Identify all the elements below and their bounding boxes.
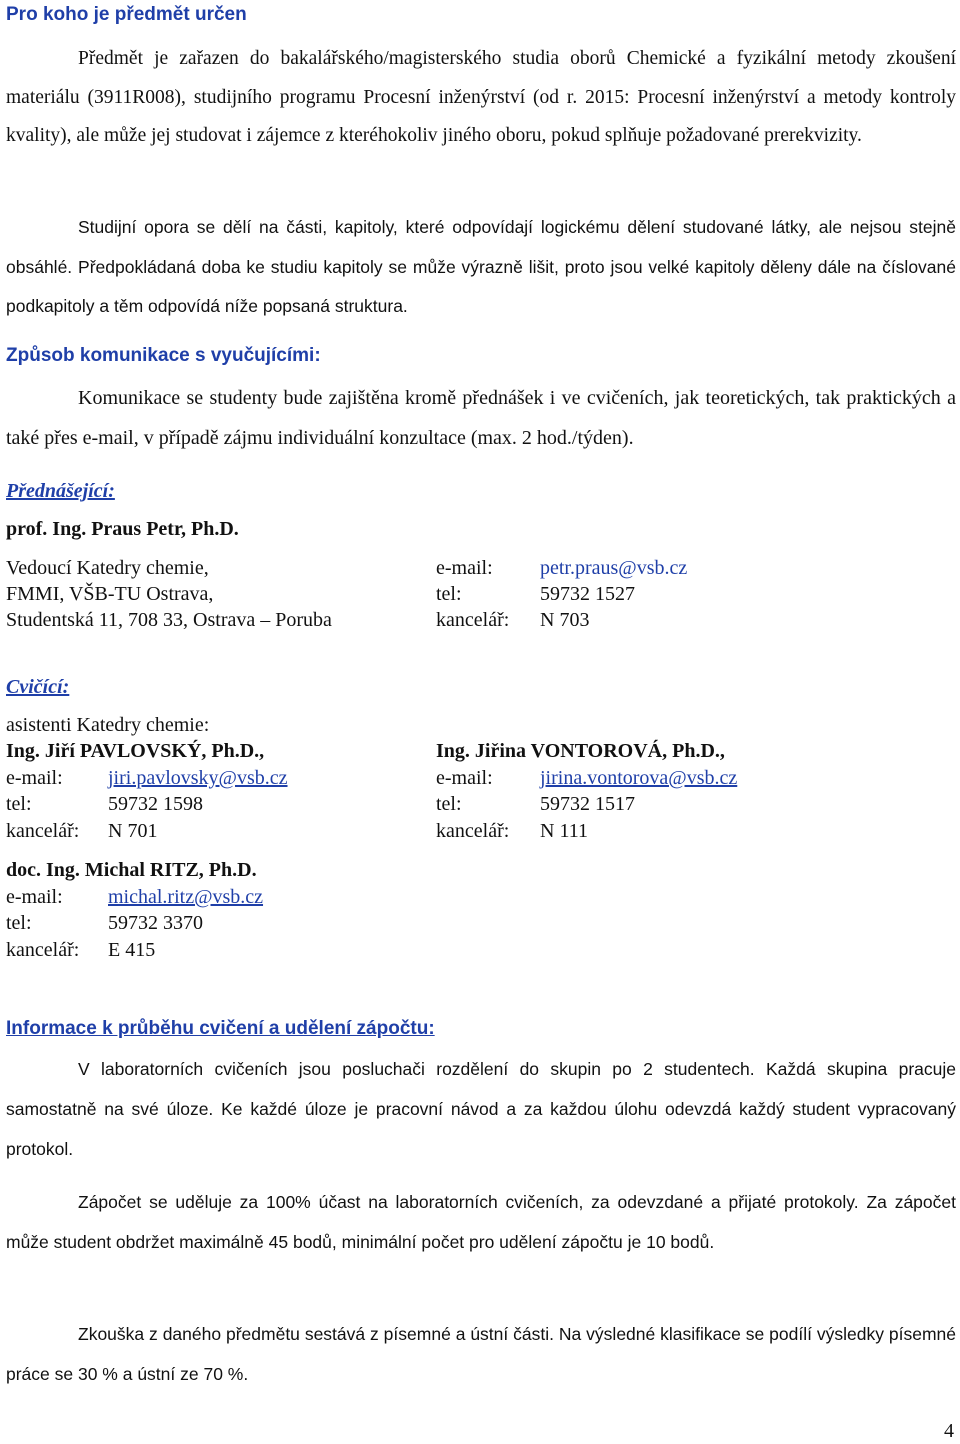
contact-label: tel: — [436, 583, 462, 605]
section-heading-lab-info: Informace k průběhu cvičení a udělení zápočtu: — [6, 1018, 435, 1039]
lecturer-address-line: Studentská 11, 708 33, Ostrava – Poruba — [6, 609, 332, 631]
contact-label: e-mail: — [6, 767, 63, 789]
lecturer-office: N 703 — [540, 609, 590, 631]
paragraph-text: Předmět je zařazen do bakalářského/magisterského studia oborů Chemické a fyzikální metody zkoušení materiálu (3911R008), studijního programu Procesní inženýrství (od r. 2015: Procesní inženýrství a metody kontroly kvality), ale může jej studovat i zájemce z kteréhokoliv jiného oboru, pokud splňuje požadované prerekvizity. — [6, 48, 956, 146]
lecturer-heading: Přednášející: — [6, 480, 115, 502]
lecturer-address-line: Vedoucí Katedry chemie, — [6, 557, 209, 579]
paragraph-communication — [6, 378, 956, 458]
lecturer-email-link[interactable]: petr.praus@vsb.cz — [540, 557, 688, 579]
section-heading-communication: Způsob komunikace s vyučujícími: — [6, 345, 321, 366]
lecturer-phone: 59732 1527 — [540, 583, 635, 605]
exerciser-phone: 59732 1517 — [540, 793, 635, 815]
paragraph-target-audience — [6, 40, 956, 156]
exerciser-office: N 111 — [540, 820, 588, 842]
paragraph-text: Komunikace se studenty bude zajištěna kromě přednášek i ve cvičeních, jak teoretických, tak praktických a také přes e-mail, v případě zájmu individuální konzultace (max. 2 hod./týden). — [6, 387, 956, 449]
paragraph-text: Zkouška z daného předmětu sestává z písemné a ústní části. Na výsledné klasifikace se podílí výsledky písemné práce se 30 % a ústní ze 70 %. — [6, 1324, 956, 1384]
exerciser-phone: 59732 1598 — [108, 793, 203, 815]
page-number: 4 — [944, 1420, 954, 1442]
exerciser-email-link[interactable]: michal.ritz@vsb.cz — [108, 886, 264, 908]
exerciser-office: N 701 — [108, 820, 158, 842]
contact-label: tel: — [6, 793, 32, 815]
exerciser-phone: 59732 3370 — [108, 912, 203, 934]
paragraph-credit — [6, 1182, 956, 1262]
contact-label: e-mail: — [6, 886, 63, 908]
contact-label: tel: — [6, 912, 32, 934]
lecturer-address-line: FMMI, VŠB-TU Ostrava, — [6, 583, 214, 605]
exerciser-email-link[interactable]: jiri.pavlovsky@vsb.cz — [108, 767, 288, 789]
exerciser-name: Ing. Jiřina VONTOROVÁ, Ph.D., — [436, 740, 725, 762]
contact-label: kancelář: — [436, 820, 510, 842]
exerciser-office: E 415 — [108, 939, 156, 961]
section-heading-target: Pro koho je předmět určen — [6, 4, 247, 25]
contact-label: kancelář: — [6, 820, 80, 842]
contact-label: e-mail: — [436, 767, 493, 789]
paragraph-text: Zápočet se uděluje za 100% účast na laboratorních cvičeních, za odevzdané a přijaté protokoly. Za zápočet může student obdržet maximálně 45 bodů, minimální počet pro udělení zápočtu je 10 bodů. — [6, 1192, 956, 1252]
exercisers-intro: asistenti Katedry chemie: — [6, 714, 210, 736]
contact-label: e-mail: — [436, 557, 493, 579]
contact-label: kancelář: — [6, 939, 80, 961]
paragraph-lab-groups — [6, 1049, 956, 1169]
paragraph-exam — [6, 1314, 956, 1394]
exerciser-email-link[interactable]: jirina.vontorova@vsb.cz — [540, 767, 738, 789]
exerciser-name: Ing. Jiří PAVLOVSKÝ, Ph.D., — [6, 740, 265, 762]
paragraph-text: Studijní opora se dělí na části, kapitoly, které odpovídají logickému dělení studované látky, ale nejsou stejně obsáhlé. Předpokládaná doba ke studiu kapitoly se může výrazně lišit, proto jsou velké kapitoly děleny dále na číslované podkapitoly a těm odpovídá níže popsaná struktura. — [6, 217, 956, 316]
exerciser-name: doc. Ing. Michal RITZ, Ph.D. — [6, 859, 257, 881]
contact-label: tel: — [436, 793, 462, 815]
lecturer-name: prof. Ing. Praus Petr, Ph.D. — [6, 518, 239, 540]
paragraph-study-structure — [6, 208, 956, 327]
contact-label: kancelář: — [436, 609, 510, 631]
exercisers-heading: Cvičící: — [6, 676, 70, 698]
paragraph-text: V laboratorních cvičeních jsou posluchači rozdělení do skupin po 2 studentech. Každá skupina pracuje samostatně na své úloze. Ke každé úloze je pracovní návod a za každou úlohu odevzdá každý student vypracovaný protokol. — [6, 1059, 956, 1159]
